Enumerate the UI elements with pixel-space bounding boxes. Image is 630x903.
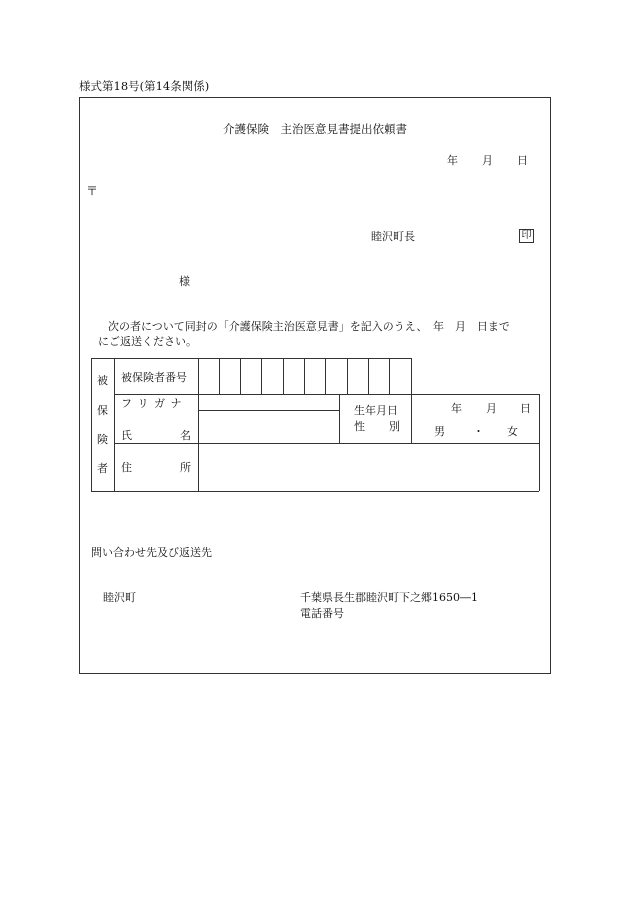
name-label-b: 名: [180, 429, 191, 442]
sex-male: 男: [434, 425, 445, 438]
sender-name: 睦沢町長: [371, 230, 415, 243]
sex-separator: ・: [473, 425, 484, 438]
name-label-a: 氏: [121, 429, 132, 442]
contact-heading: 問い合わせ先及び返送先: [91, 546, 212, 559]
date-month: 月: [482, 154, 493, 167]
insured-number-label: 被保険者番号: [121, 371, 187, 384]
sex-female: 女: [507, 425, 518, 438]
side-label-char: 保: [97, 404, 108, 417]
request-text-line1: 次の者について同封の「介護保険主治医意見書」を記入のうえ、 年 月 日まで: [108, 320, 510, 333]
request-text-line2: にご返送ください。: [98, 335, 197, 348]
birth-year: 年: [451, 402, 462, 415]
date-day: 日: [517, 154, 528, 167]
form-title: 介護保険 主治医意見書提出依頼書: [223, 122, 407, 136]
birth-date-label: 生年月日: [354, 404, 398, 417]
side-label-char: 者: [97, 462, 108, 475]
sex-label-b: 別: [389, 420, 400, 433]
birth-day: 日: [520, 402, 531, 415]
form-number: 様式第18号(第14条関係): [79, 79, 210, 93]
seal-text: 印: [521, 230, 532, 241]
seal-mark: [519, 229, 534, 243]
birth-month: 月: [486, 402, 497, 415]
contact-phone-label: 電話番号: [300, 607, 344, 620]
postal-mark: 〒: [86, 184, 99, 198]
address-label-a: 住: [121, 461, 132, 474]
contact-office: 睦沢町: [103, 591, 136, 604]
side-label-char: 険: [97, 433, 108, 446]
form-frame: [79, 97, 551, 674]
side-label-char: 被: [97, 374, 108, 387]
addressee-suffix: 様: [179, 275, 190, 288]
sex-label-a: 性: [354, 420, 365, 433]
contact-address: 千葉県長生郡睦沢町下之郷1650―1: [300, 591, 478, 604]
furigana-label: フ リ ガ ナ: [121, 397, 183, 410]
date-year: 年: [447, 154, 458, 167]
address-label-b: 所: [180, 461, 191, 474]
